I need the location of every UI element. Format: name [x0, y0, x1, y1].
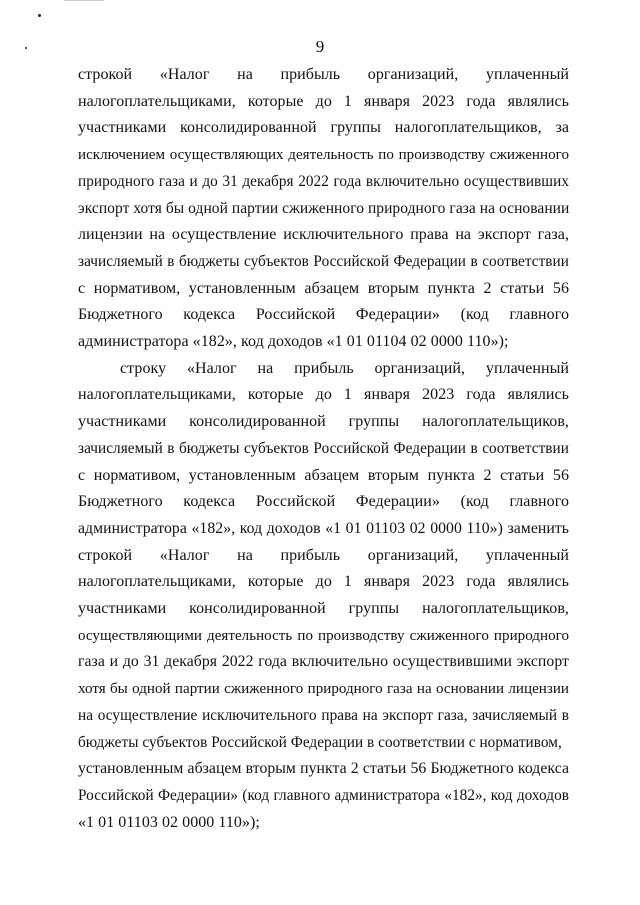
text-line: налогоплательщиками, которые до 1 января 2023 года являлись: [78, 573, 569, 591]
text-line: осуществляющими деятельность по производству сжиженного природного: [78, 627, 569, 644]
text-line: администратора «182», код доходов «1 01 01103 02 0000 110») заменить: [78, 519, 569, 537]
text-line: лицензии на осуществление исключительного права на экспорт газа,: [78, 226, 569, 244]
text-line: участниками консолидированной группы налогоплательщиков, за: [78, 119, 569, 137]
document-body: [78, 62, 569, 836]
text-line: администратора «182», код доходов «1 01 01104 02 0000 110»);: [78, 333, 509, 351]
text-line: строкой «Налог на прибыль организаций, уплаченный: [78, 66, 569, 83]
scan-speck: [38, 14, 41, 17]
paragraph: [78, 356, 569, 837]
text-line: с нормативом, установленным абзацем вторым пункта 2 статьи 56: [78, 466, 569, 484]
text-line: строкой «Налог на прибыль организаций, уплаченный: [78, 546, 569, 564]
page-number: 9: [315, 37, 325, 56]
paragraph: [78, 62, 569, 356]
text-line: Бюджетного кодекса Российской Федерации» (код главного: [78, 493, 569, 511]
text-line: налогоплательщиками, которые до 1 января 2023 года являлись: [78, 386, 569, 404]
text-line: бюджеты субъектов Российской Федерации в соответствии с нормативом,: [78, 733, 562, 751]
text-line: налогоплательщиками, которые до 1 января 2023 года являлись: [78, 92, 569, 110]
text-line: природного газа и до 31 декабря 2022 года включительно осуществивших: [78, 172, 569, 190]
text-line: «1 01 01103 02 0000 110»);: [78, 813, 260, 831]
text-line: Российской Федерации» (код главного администратора «182», код доходов: [78, 786, 569, 804]
text-line: с нормативом, установленным абзацем вторым пункта 2 статьи 56: [78, 279, 569, 297]
scan-edge-mark: [64, 0, 104, 1]
text-line: установленным абзацем вторым пункта 2 статьи 56 Бюджетного кодекса: [78, 760, 569, 778]
text-line: на осуществление исключительного права на экспорт газа, зачисляемый в: [78, 706, 569, 724]
text-line: Бюджетного кодекса Российской Федерации» (код главного: [78, 306, 569, 324]
text-line: хотя бы одной партии сжиженного природного газа на основании лицензии: [78, 681, 569, 698]
text-line: участниками консолидированной группы налогоплательщиков,: [78, 413, 569, 431]
text-line: исключением осуществляющих деятельность по производству сжиженного: [78, 147, 569, 164]
text-line: строку «Налог на прибыль организаций, уплаченный: [120, 359, 569, 377]
text-line: участниками консолидированной группы налогоплательщиков,: [78, 600, 569, 618]
text-line: газа и до 31 декабря 2022 года включительно осуществившими экспорт: [78, 653, 569, 671]
text-line: зачисляемый в бюджеты субъектов Российской Федерации в соответствии: [78, 252, 569, 270]
text-line: экспорт хотя бы одной партии сжиженного природного газа на основании: [78, 199, 570, 217]
text-line: зачисляемый в бюджеты субъектов Российской Федерации в соответствии: [78, 439, 569, 457]
